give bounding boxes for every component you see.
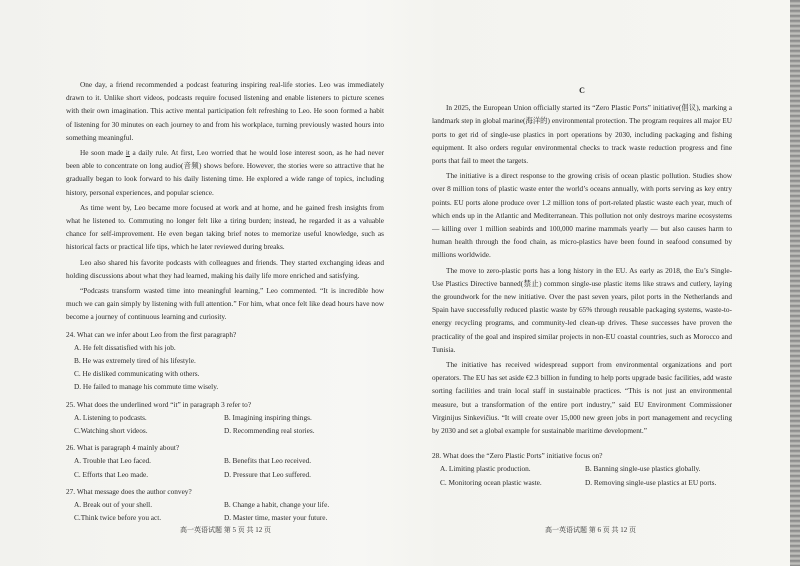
option-24-a: A. He felt dissatisfied with his job. xyxy=(74,342,176,352)
option-25-d: D. Recommending real stories. xyxy=(224,426,315,436)
underlined-word-it: it xyxy=(125,148,130,158)
option-26-c: C. Efforts that Leo made. xyxy=(74,469,149,479)
passage-paragraph-1: One day, a friend recommended a podcast featuring inspiring real-life stories. Leo was immediately drawn to it. Unlike short videos, podcasts require focused listening and enable listeners to picture scenes with their own imagination. This active mental participation felt refreshing to Leo. He soon formed a habit of listening for 30 minutes on each journey to and from his workplace, turning previously wasted hours into something meaningful. xyxy=(66,80,384,142)
question-24-options xyxy=(74,341,384,394)
option-26-b: B. Benefits that Leo received. xyxy=(224,456,312,466)
option-28-a: A. Limiting plastic production. xyxy=(440,464,531,474)
option-27-b: B. Change a habit, change your life. xyxy=(224,500,330,510)
option-28-c: C. Monitoring ocean plastic waste. xyxy=(440,477,542,487)
question-28-options xyxy=(440,462,732,488)
option-28-b: B. Banning single-use plastics globally. xyxy=(585,464,701,474)
right-page-footer: 高一英语试题 第 6 页 共 12 页 xyxy=(545,526,636,534)
passage-paragraph-2 xyxy=(66,146,384,199)
passage-paragraph-4: Leo also shared his favorite podcasts with colleagues and friends. They started exchanging ideas and holding discussions about what they had learned, making his daily life more enriched and satisfying. xyxy=(66,257,384,280)
section-letter: C xyxy=(579,86,585,95)
option-24-b: B. He was extremely tired of his lifestyle. xyxy=(74,356,196,366)
option-28-d: D. Removing single-use plastics at EU ports. xyxy=(585,477,717,487)
left-page-footer: 高一英语试题 第 5 页 共 12 页 xyxy=(180,526,271,534)
question-27-options xyxy=(74,498,384,524)
option-25-a: A. Listening to podcasts. xyxy=(74,412,147,422)
option-27-d: D. Master time, master your future. xyxy=(224,513,328,523)
option-25-b: B. Imagining inspiring things. xyxy=(224,412,312,422)
question-26: 26. What is paragraph 4 mainly about? xyxy=(66,443,180,453)
option-26-a: A. Trouble that Leo faced. xyxy=(74,456,152,466)
question-25-options xyxy=(74,411,384,437)
right-page xyxy=(432,78,732,489)
passage-c-paragraph-4: The initiative has received widespread support from environmental organizations and port operators. The EU has set aside €2.3 billion in funding to help ports upgrade basic facilities, add waste sorting facilities and train local staff in sustainable practices. “This is not just an environmental measure, but a transformation of the entire port industry,” said EU Environment Commissioner Virginijus Sinkevičius. “It will create over 15,000 new green jobs in port management and recycling by 2030 and set a global example for sustainable maritime development.” xyxy=(432,360,732,436)
option-25-c: C.Watching short videos. xyxy=(74,426,148,436)
option-24-c: C. He disliked communicating with others. xyxy=(74,369,200,379)
passage-paragraph-5: “Podcasts transform wasted time into meaningful learning,” Leo commented. “It is incredible how much we can gain simply by listening with full attention.” For him, what once felt like dead hours have now become a journey of continuous learning and curiosity. xyxy=(66,286,384,322)
question-28: 28. What does the “Zero Plastic Ports” initiative focus on? xyxy=(432,451,603,461)
option-27-c: C.Think twice before you act. xyxy=(74,513,162,523)
option-26-d: D. Pressure that Leo suffered. xyxy=(224,469,311,479)
passage-c-paragraph-2: The initiative is a direct response to the growing crisis of ocean plastic pollution. Studies show over 8 million tons of plastic waste enter the world’s oceans annually, with ports serving as key entry points. EU ports alone produce over 1.2 million tons of port-related plastic waste each year, much of which ends up in the Atlantic and Mediterranean. This pollution not only destroys marine ecosystems — killing over 1 million seabirds and 100,000 marine mammals yearly — but also causes harm to human health through the food chain, as micro-plastics have been found in seafood consumed by millions worldwide. xyxy=(432,171,732,260)
left-page xyxy=(66,78,384,525)
question-27: 27. What message does the author convey? xyxy=(66,486,192,496)
question-25: 25. What does the underlined word “it” in paragraph 3 refer to? xyxy=(66,399,252,409)
option-27-a: A. Break out of your shell. xyxy=(74,500,153,510)
passage-c-paragraph-1: In 2025, the European Union officially started its “Zero Plastic Ports” initiative(倡议), marking a landmark step in global marine(海洋的) environmental protection. The program requires all major EU ports to get rid of single-use plastics in port operations by 2030, including packaging and fishing equipment. It also orders regular environmental checks to track waste reduction progress and fine ports that fail to meet the targets. xyxy=(432,103,732,166)
p2-pre: He soon made xyxy=(80,148,126,158)
passage-paragraph-3: As time went by, Leo became more focused at work and at home, and he gained fresh insights from what he listened to. Commuting no longer felt like a tiring burden; instead, he regarded it as a valuable chance for self-improvement. He even began taking brief notes to memorize useful knowledge, such as historical facts or practical life tips, which he later reviewed during breaks. xyxy=(66,202,384,252)
scan-edge xyxy=(790,0,800,566)
question-26-options xyxy=(74,454,384,480)
p2-post: a daily rule. At first, Leo worried that he would lose interest soon, as he had never been able to concentrate on long audio(音频) shows before. However, the stories were so attractive that he gradually began to look forward to his daily listening time. He explored a wide range of topics, including history, personal experiences, and popular science. xyxy=(66,148,384,197)
question-24: 24. What can we infer about Leo from the first paragraph? xyxy=(66,329,237,339)
passage-c-paragraph-3: The move to zero-plastic ports has a long history in the EU. As early as 2018, the Eu’s Single-Use Plastics Directive banned(禁止) common single-use plastic items like straws and cutlery, laying the groundwork for the new initiative. Over the past seven years, pilot ports in the Netherlands and Spain have successfully reduced plastic waste by 65% through reusable packaging systems, waste-to-energy recycling programs, and community-led clean-up drives. These successes have proven the practicality of the goal and inspired similar projects in non-EU coastal countries, such as Morocco and Tunisia. xyxy=(432,265,732,354)
option-24-d: D. He failed to manage his commute time wisely. xyxy=(74,382,219,392)
